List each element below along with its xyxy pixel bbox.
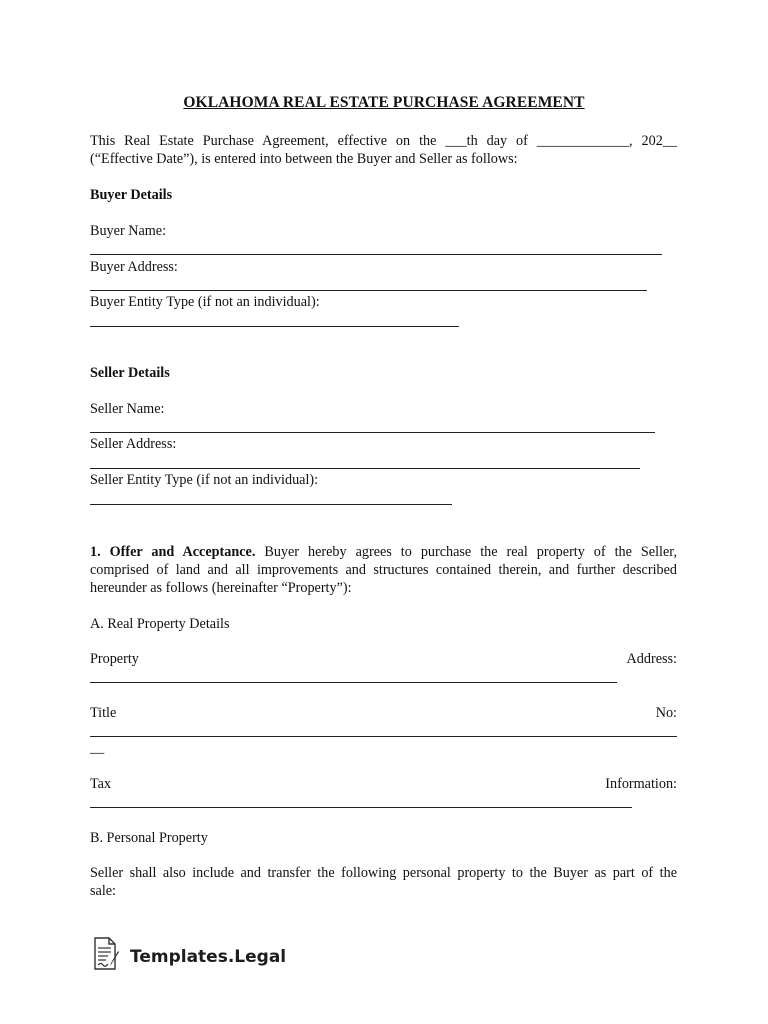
document-title: OKLAHOMA REAL ESTATE PURCHASE AGREEMENT — [183, 94, 585, 111]
seller-address-blank[interactable] — [90, 468, 640, 469]
templates-legal-brand[interactable] — [92, 936, 286, 977]
personal-property-heading: B. Personal Property — [90, 830, 208, 846]
property-address-label-left: Property — [90, 651, 139, 667]
intro-line-1: This Real Estate Purchase Agreement, effective on the ___th day of _____________, 202__ — [90, 133, 677, 149]
property-address-label-right: Address: — [626, 651, 677, 667]
buyer-entity-blank[interactable] — [90, 326, 459, 327]
personal-property-line-1: Seller shall also include and transfer the following personal property to the Buyer as part of the — [90, 865, 677, 881]
tax-information-blank[interactable] — [90, 807, 632, 808]
section-1-line-2: comprised of land and all improvements and structures contained therein, and further described — [90, 562, 677, 578]
section-1-line-1-text: Buyer hereby agrees to purchase the real property of the Seller, — [255, 544, 677, 560]
section-1-line-3: hereunder as follows (hereinafter “Property”): — [90, 580, 352, 596]
buyer-name-label: Buyer Name: — [90, 223, 167, 239]
seller-details-heading: Seller Details — [90, 365, 170, 381]
buyer-name-blank[interactable] — [90, 254, 662, 255]
title-no-blank-tail: __ — [90, 740, 105, 756]
title-no-label-right: No: — [655, 705, 677, 721]
section-1-heading: 1. Offer and Acceptance. — [90, 544, 256, 560]
title-no-row — [90, 704, 677, 722]
real-property-heading: A. Real Property Details — [90, 616, 230, 632]
title-no-blank[interactable] — [90, 736, 677, 737]
document-pen-icon — [92, 936, 122, 977]
title-no-label-left: Title — [90, 705, 117, 721]
property-address-row — [90, 650, 677, 668]
intro-line-2: (“Effective Date”), is entered into between the Buyer and Seller as follows: — [90, 151, 518, 167]
property-address-blank[interactable] — [90, 682, 617, 683]
tax-information-label-right: Information: — [605, 776, 677, 792]
seller-address-label: Seller Address: — [90, 436, 177, 452]
buyer-address-blank[interactable] — [90, 290, 647, 291]
brand-name: Templates.Legal — [130, 946, 287, 967]
personal-property-line-2: sale: — [90, 883, 116, 899]
buyer-address-label: Buyer Address: — [90, 259, 178, 275]
seller-entity-label: Seller Entity Type (if not an individual): — [90, 472, 319, 488]
seller-name-blank[interactable] — [90, 432, 655, 433]
seller-name-label: Seller Name: — [90, 401, 165, 417]
section-1-line-1 — [90, 543, 677, 561]
seller-entity-blank[interactable] — [90, 504, 452, 505]
buyer-entity-label: Buyer Entity Type (if not an individual): — [90, 294, 320, 310]
buyer-details-heading: Buyer Details — [90, 187, 173, 203]
tax-information-label-left: Tax — [90, 776, 112, 792]
tax-information-row — [90, 775, 677, 793]
